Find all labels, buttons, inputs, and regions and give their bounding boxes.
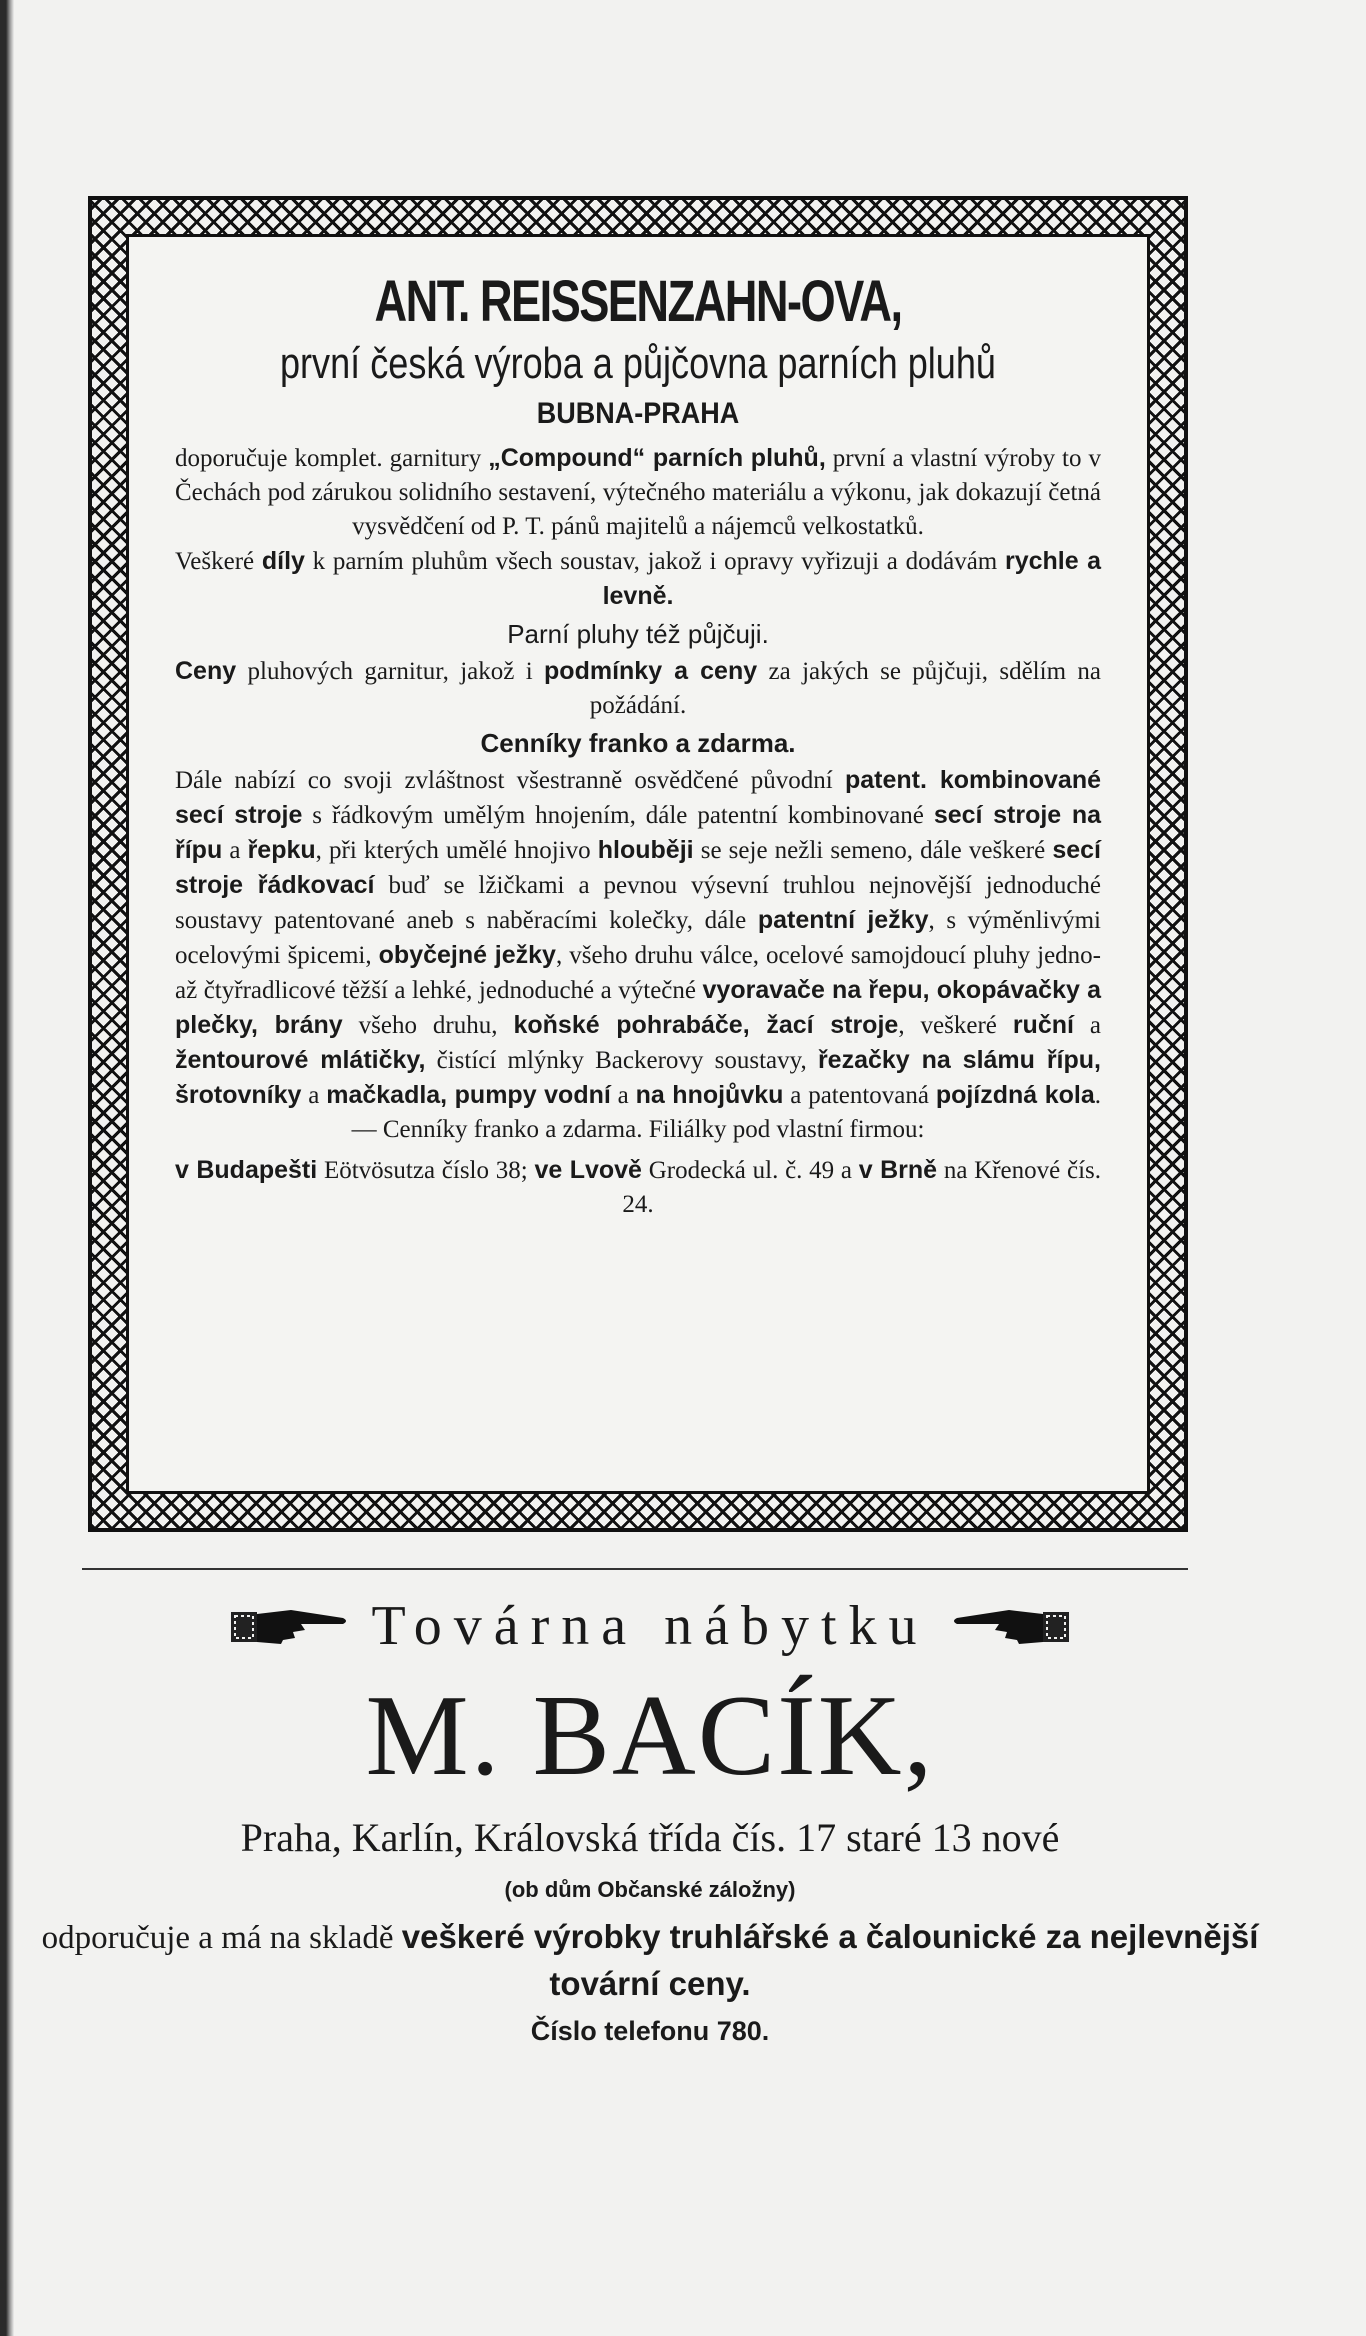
divider-line bbox=[82, 1568, 1188, 1570]
ad2-title: Továrna nábytku bbox=[371, 1595, 929, 1657]
ad2-company-name: M. BACÍK, bbox=[365, 1672, 935, 1800]
paragraph-dily: Veškeré díly k parním pluhům všech soustav, jakož i opravy vyřizuji a dodávám rychle a levně. bbox=[175, 547, 1101, 610]
heading-pujcuji: Parní pluhy též půjčuji. bbox=[507, 619, 769, 649]
heading-cenniky: Cenníky franko a zdarma. bbox=[480, 728, 796, 758]
company-subtitle: první česká výroba a půjčovna parních pluhů bbox=[279, 339, 997, 388]
ad2-offer: odporučuje a má na skladě veškeré výrobky truhlářské a čalounické za nejlevnější tovární ceny. bbox=[41, 1918, 1259, 2002]
advertisement-bacik bbox=[40, 1588, 1260, 2054]
pointing-hand-right-icon bbox=[231, 1602, 349, 1650]
ad2-phone: Číslo telefonu 780. bbox=[530, 2016, 770, 2046]
paragraph-nabidka: Dále nabízí co svoji zvláštnost všestranně osvědčené původní patent. kombinované secí stroje s řádkovým umělým hnojením, dále patentní kombinované secí stroje na řípu a řepku, při kterých umělé hnojivo hlouběji se seje nežli semeno, dále veškeré secí stroje řádkovací buď se lžičkami a pevnou výsevní truhlou nejnovější jednoduché soustavy patentované aneb s naběracími kolečky, dále patentní ježky, s výměnlivými ocelovými špicemi, obyčejné ježky, všeho druhu válce, ocelové samojdoucí pluhy jedno- až čtyřradlicové těžší a lehké, jednoduché a výtečné vyoravače na řepu, okopávačky a plečky, brány všeho druhu, koňské pohrabáče, žací stroje, veškeré ruční a žentourové mlátičky, čistící mlýnky Backerovy soustavy, řezačky na slámu řípu, šrotovníky a mačkadla, pumpy vodní a na hnojůvku a patentovaná pojízdná kola. — Cenníky franko a zdarma. Filiálky pod vlastní firmou: bbox=[175, 766, 1102, 1143]
ornamental-frame bbox=[88, 196, 1188, 1532]
ad2-address: Praha, Karlín, Královská třída čís. 17 staré 13 nové bbox=[240, 1815, 1060, 1860]
ad-body bbox=[175, 441, 1101, 1222]
paragraph-garnitury: doporučuje komplet. garnitury „Compound“ parních pluhů, první a vlastní výroby to v Čechách pod zárukou solidního sestavení, výtečného materiálu a výkonu, jak dokazují četná vysvědčení od P. T. pánů majitelů a nájemců velkostatků. bbox=[175, 444, 1101, 540]
advertisement-reissenzahn bbox=[126, 234, 1150, 1494]
paragraph-filialky: v Budapešti Eötvösutza číslo 38; ve Lvově Grodecká ul. č. 49 a v Brně na Křenové čís. 24. bbox=[175, 1156, 1102, 1218]
pointing-hand-left-icon bbox=[951, 1602, 1069, 1650]
paragraph-ceny: Ceny pluhových garnitur, jakož i podmínky a ceny za jakých se půjčuji, sdělím na požádání. bbox=[175, 657, 1101, 719]
ad2-header bbox=[40, 1588, 1260, 1664]
ad2-note: (ob dům Občanské záložny) bbox=[504, 1877, 796, 1902]
company-name: ANT. REISSENZAHN-OVA, bbox=[374, 269, 902, 334]
book-spine bbox=[0, 0, 14, 2336]
company-location: BUBNA-PRAHA bbox=[536, 397, 740, 430]
